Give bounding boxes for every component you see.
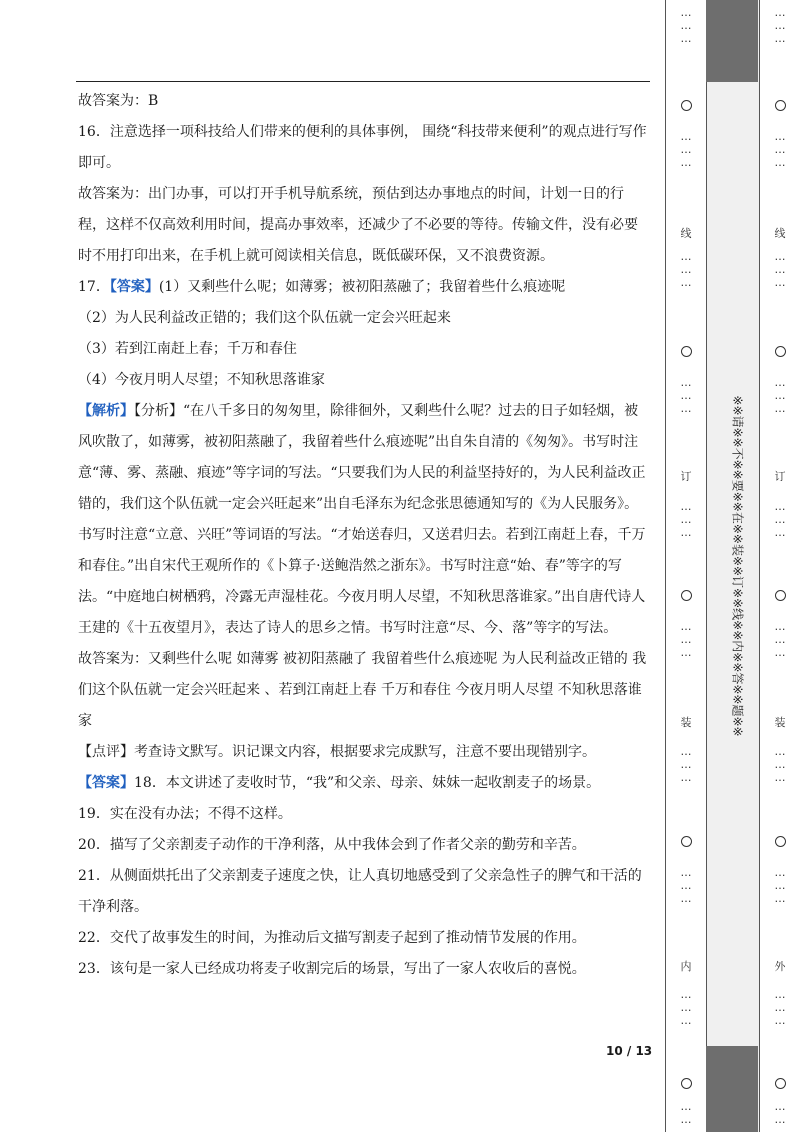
analysis-tag: 【解析】 bbox=[78, 403, 134, 419]
inner-label-nei: 内 bbox=[680, 960, 692, 973]
dots-icon: … … bbox=[774, 1100, 786, 1126]
circle-icon bbox=[676, 1078, 696, 1092]
answer-tag: 【答案】 bbox=[109, 279, 159, 295]
dots-icon: … … … bbox=[774, 988, 786, 1027]
circle-icon bbox=[676, 346, 696, 360]
circle-icon bbox=[676, 590, 696, 604]
dots-icon: … … … bbox=[680, 500, 692, 539]
inner-binding-column bbox=[676, 0, 696, 1132]
question-17-answer-4: （4）今夜月明人尽望；不知秋思落谁家 bbox=[78, 372, 325, 388]
comment: 【点评】考查诗文默写。识记课文内容，根据要求完成默写，注意不要出现错别字。 bbox=[78, 744, 596, 760]
question-18 bbox=[78, 768, 650, 799]
dots-icon: … … … bbox=[774, 250, 786, 289]
dots-icon: … … bbox=[680, 1100, 692, 1126]
inner-label-xian: 线 bbox=[680, 227, 692, 240]
question-17-final: 故答案为：又剩些什么呢 如薄雾 被初阳蒸融了 我留着些什么痕迹呢 为人民利益改正错的 我们这个队伍就一定会兴旺起来 、若到江南赶上春 千万和春住 今夜月明人尽望 不知秋思落谁家 bbox=[78, 651, 647, 729]
circle-icon bbox=[770, 836, 790, 850]
dots-icon: … … … bbox=[774, 866, 786, 905]
circle-icon bbox=[676, 100, 696, 114]
dots-icon: … … … bbox=[680, 620, 692, 659]
binding-warning-text: ※※请※※不※※要※※在※※装※※订※※线※※内※※答※※题※※ bbox=[730, 395, 745, 737]
circle-icon bbox=[676, 836, 696, 850]
outer-label-xian: 线 bbox=[774, 227, 786, 240]
circle-icon bbox=[770, 100, 790, 114]
question-17-answer-1: (1）又剩些什么呢；如薄雾；被初阳蒸融了；我留着些什么痕迹呢 bbox=[158, 279, 566, 295]
strip-dark-bottom bbox=[706, 1046, 758, 1132]
question-17-number: 17． bbox=[78, 279, 110, 295]
question-17 bbox=[78, 272, 650, 303]
dots-icon: … … … bbox=[680, 988, 692, 1027]
question-21: 21．从侧面烘托出了父亲割麦子速度之快，让人真切地感受到了父亲急性子的脾气和干活的干净利落。 bbox=[78, 868, 642, 915]
analysis-text: 【分析】“在八千多日的匆匆里，除徘徊外，又剩些什么呢？过去的日子如轻烟，被风吹散了，如薄雾，被初阳蒸融了，我留着些什么痕迹呢”出自朱自清的《匆匆》。书写时注意“薄、雾、蒸融、痕迹”等字词的写法。“只要我们为人民的利益坚持好的，为人民利益改正错的，我们这个队伍就一定会兴旺起来”出自毛泽东为纪念张思德通知写的《为人民服务》。书写时注意“立意、兴旺”等词语的写法。“才始送春归，又送君归去。若到江南赶上春，千万和春住。”出自宋代王观所作的《卜算子·送鲍浩然之浙东》。书写时注意“始、春”等字的写法。“中庭地白树栖鸦，冷露无声湿桂花。今夜月明人尽望，不知秋思落谁家。”出自唐代诗人王建的《十五夜望月》，表达了诗人的思乡之情。书写时注意“尽、今、落”等字的写法。 bbox=[78, 403, 646, 636]
question-22: 22．交代了故事发生的时间，为推动后文描写割麦子起到了推动情节发展的作用。 bbox=[78, 930, 586, 946]
analysis bbox=[78, 396, 650, 644]
dots-icon: … … … bbox=[774, 620, 786, 659]
header-rule bbox=[76, 81, 650, 82]
dots-icon: … … … bbox=[774, 500, 786, 539]
dots-icon: … … … bbox=[680, 745, 692, 784]
dots-icon: … … … bbox=[774, 130, 786, 169]
outer-label-wai: 外 bbox=[774, 960, 786, 973]
question-16: 16．注意选择一项科技给人们带来的便利的具体事例， 围绕“科技带来便利”的观点进行写作即可。 bbox=[78, 124, 647, 171]
question-23: 23．该句是一家人已经成功将麦子收割完后的场景，写出了一家人农收后的喜悦。 bbox=[78, 961, 586, 977]
answer-content bbox=[78, 86, 650, 985]
question-17-answer-3: （3）若到江南赶上春；千万和春住 bbox=[78, 341, 297, 357]
inner-label-ding: 订 bbox=[680, 470, 692, 483]
answer-line: 故答案为：B bbox=[78, 93, 159, 109]
dots-icon: … … … bbox=[774, 376, 786, 415]
dots-icon: … … … bbox=[680, 6, 692, 45]
inner-label-zhuang: 装 bbox=[680, 716, 692, 729]
outer-label-ding: 订 bbox=[774, 470, 786, 483]
answer-tag-18: 【答案】 bbox=[78, 775, 134, 791]
strip-dark-top bbox=[706, 0, 758, 82]
binding-line bbox=[665, 0, 666, 1132]
question-18-text: 18．本文讲述了麦收时节，“我”和父亲、母亲、妹妹一起收割麦子的场景。 bbox=[134, 775, 601, 791]
question-20: 20．描写了父亲割麦子动作的干净利落，从中我体会到了作者父亲的勤劳和辛苦。 bbox=[78, 837, 586, 853]
circle-icon bbox=[770, 1078, 790, 1092]
dots-icon: … … … bbox=[680, 250, 692, 289]
question-16-answer: 故答案为：出门办事，可以打开手机导航系统，预估到达办事地点的时间，计划一日的行程，这样不仅高效利用时间，提高办事效率，还减少了不必要的等待。传输文件，没有必要时不用打印出来，在手机上就可阅读相关信息，既低碳环保，又不浪费资源。 bbox=[78, 186, 638, 264]
outer-label-zhuang: 装 bbox=[774, 716, 786, 729]
dots-icon: … … … bbox=[680, 866, 692, 905]
dots-icon: … … … bbox=[680, 376, 692, 415]
dots-icon: … … … bbox=[680, 130, 692, 169]
circle-icon bbox=[770, 590, 790, 604]
page-number: 10 / 13 bbox=[606, 1044, 653, 1058]
outer-binding-column bbox=[770, 0, 790, 1132]
circle-icon bbox=[770, 346, 790, 360]
dots-icon: … … … bbox=[774, 745, 786, 784]
question-19: 19．实在没有办法；不得不这样。 bbox=[78, 806, 292, 822]
dots-icon: … … … bbox=[774, 6, 786, 45]
question-17-answer-2: （2）为人民利益改正错的；我们这个队伍就一定会兴旺起来 bbox=[78, 310, 451, 326]
